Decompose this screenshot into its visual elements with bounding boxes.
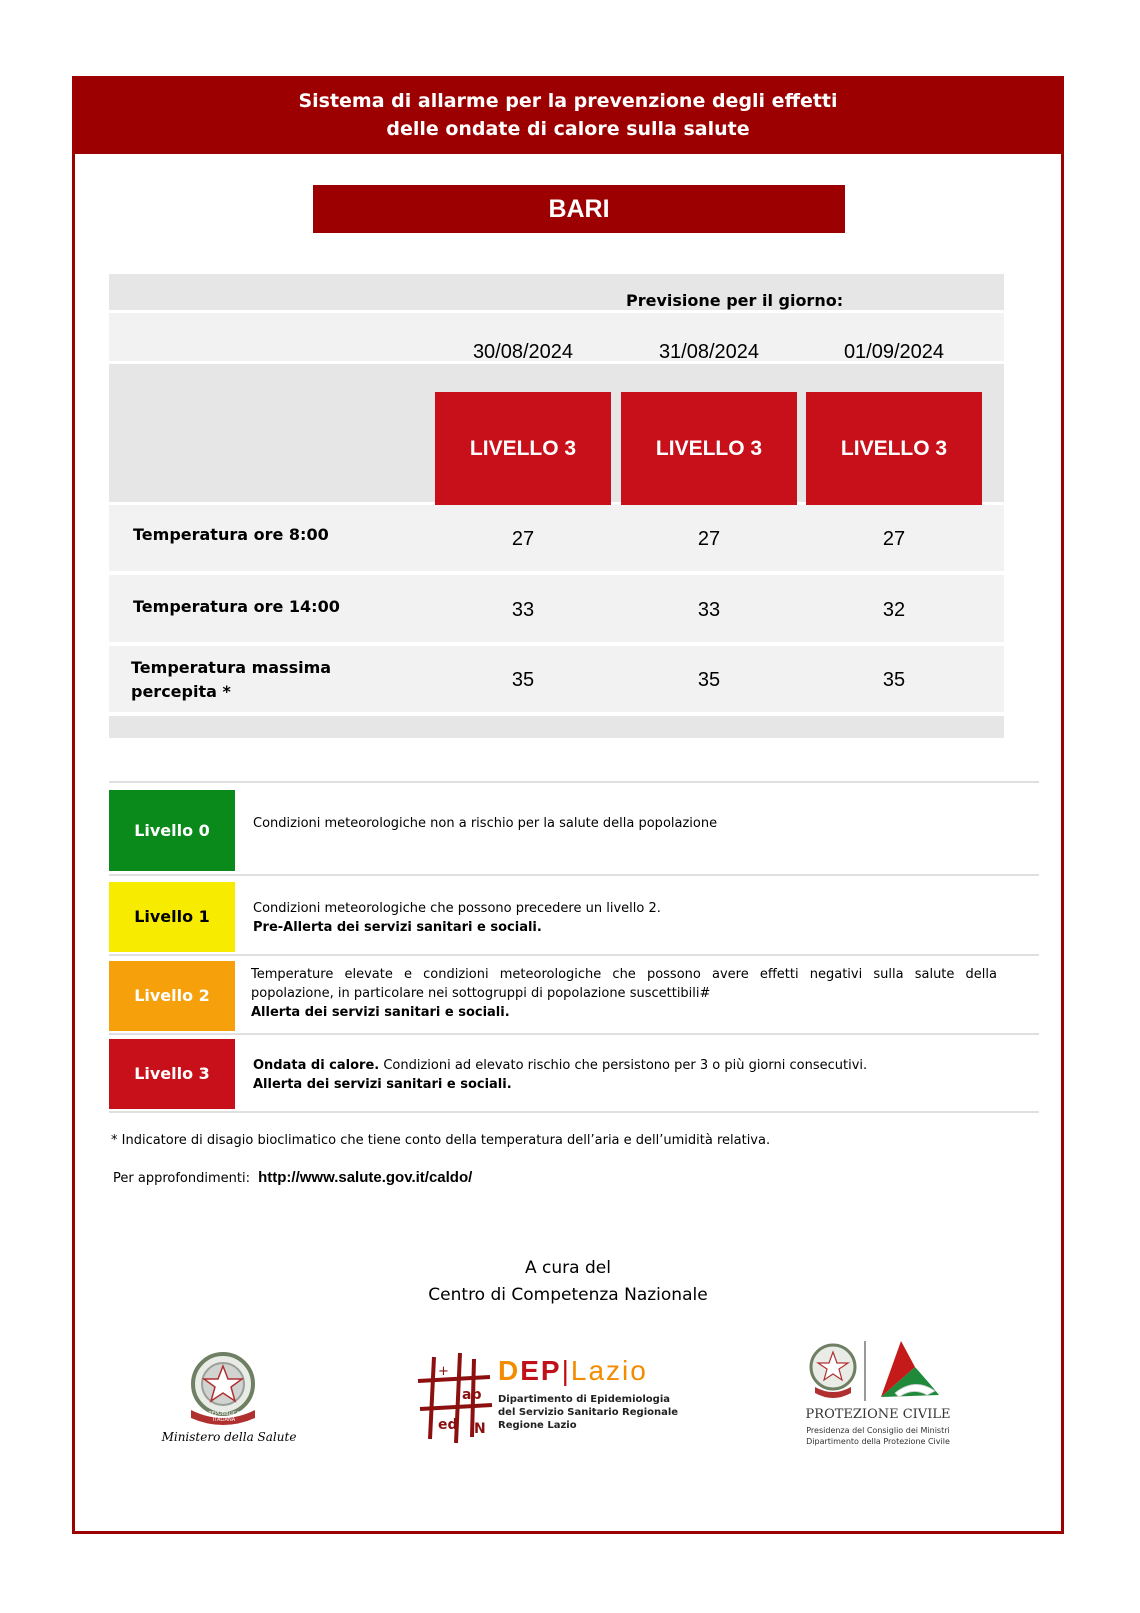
dep-line-2: del Servizio Sanitario Regionale <box>498 1407 679 1418</box>
legend-level-2-desc: Temperature elevate e condizioni meteorologiche che possono avere effetti negativi sulla salute della popolazione, in particolare nei sottogruppi di popolazione suscettibili# <box>251 967 997 1001</box>
forecast-footer-band <box>109 716 1004 738</box>
ministero-caption: Ministero della Salute <box>161 1430 297 1444</box>
svg-text:ed: ed <box>438 1417 458 1433</box>
legend-level-3-alert: Allerta dei servizi sanitari e sociali. <box>253 1077 512 1092</box>
footnote: * Indicatore di disagio bioclimatico che tiene conto della temperatura dell’aria e dell’umidità relativa. <box>111 1133 771 1148</box>
legend-level-0-box: Livello 0 <box>109 790 235 871</box>
tmax-day-2: 35 <box>697 669 721 691</box>
t14-day-2: 33 <box>697 599 721 621</box>
t14-day-1: 33 <box>511 599 535 621</box>
cura-line-1: A cura del <box>525 1258 611 1278</box>
svg-text:ab: ab <box>462 1387 482 1403</box>
row-label-t8: Temperatura ore 8:00 <box>133 525 329 544</box>
date-day-3: 01/09/2024 <box>843 341 945 363</box>
legend-divider <box>109 874 1039 876</box>
row-label-tmax <box>131 656 331 704</box>
level-box-day-1: LIVELLO 3 <box>435 392 611 505</box>
legend-divider <box>109 1111 1039 1113</box>
header-line-2: delle ondate di calore sulla salute <box>386 118 750 140</box>
legend-level-0-text <box>253 814 1039 833</box>
date-day-2: 31/08/2024 <box>658 341 760 363</box>
dep-mark-icon <box>412 1347 498 1447</box>
dep-line-3: Regione Lazio <box>498 1420 577 1431</box>
cura-line-2: Centro di Competenza Nazionale <box>428 1285 708 1305</box>
page-header <box>75 79 1061 154</box>
legend-level-3-text <box>253 1056 1039 1094</box>
protezione-line-2: Dipartimento della Protezione Civile <box>806 1437 950 1446</box>
tmax-day-1: 35 <box>511 669 535 691</box>
legend-level-2-alert: Allerta dei servizi sanitari e sociali. <box>251 1005 510 1020</box>
dep-wordmark-ep: EP <box>520 1355 562 1386</box>
ministero-logo <box>161 1344 297 1454</box>
t8-day-2: 27 <box>697 528 721 550</box>
protezione-civile-logo <box>803 1337 963 1457</box>
dep-wordmark-lazio: Lazio <box>570 1355 648 1386</box>
legend-level-1-alert: Pre-Allerta dei servizi sanitari e sociali. <box>253 920 542 935</box>
protezione-subtitle <box>803 1425 953 1447</box>
protezione-line-1: Presidenza del Consiglio dei Ministri <box>806 1426 950 1435</box>
cura-block <box>75 1255 1061 1309</box>
legend-level-3-desc: Condizioni ad elevato rischio che persistono per 3 o più giorni consecutivi. <box>379 1058 868 1073</box>
tmax-day-3: 35 <box>882 669 906 691</box>
more-info-link[interactable]: http://www.salute.gov.it/caldo/ <box>258 1169 473 1186</box>
legend-level-1-desc: Condizioni meteorologiche che possono precedere un livello 2. <box>253 901 661 916</box>
legend-level-0-desc: Condizioni meteorologiche non a rischio per la salute della popolazione <box>253 816 718 831</box>
row-label-t14: Temperatura ore 14:00 <box>133 597 340 616</box>
dep-line-1: Dipartimento di Epidemiologia <box>498 1394 671 1405</box>
more-info-label: Per approfondimenti: <box>113 1171 250 1186</box>
legend-level-1-text <box>253 899 1039 937</box>
legend-divider <box>109 781 1039 783</box>
svg-text:N: N <box>474 1421 486 1437</box>
level-box-day-3: LIVELLO 3 <box>806 392 982 505</box>
t8-day-1: 27 <box>511 528 535 550</box>
dep-lazio-logo <box>412 1347 682 1447</box>
t8-day-3: 27 <box>882 528 906 550</box>
row-label-tmax-line2: percepita * <box>131 682 231 701</box>
ministero-banner: REPUBBLICA ITALIANA <box>208 1411 240 1423</box>
svg-text:+: + <box>438 1364 449 1379</box>
legend-level-2-box: Livello 2 <box>109 961 235 1031</box>
forecast-header-band <box>109 274 1004 310</box>
protezione-title: PROTEZIONE CIVILE <box>805 1407 951 1422</box>
legend-level-1-box: Livello 1 <box>109 882 235 952</box>
legend-level-2-text <box>251 965 997 1022</box>
protezione-emblem-icon <box>803 1337 963 1405</box>
dep-wordmark: DEP|Lazio <box>498 1355 648 1386</box>
legend-level-3-box: Livello 3 <box>109 1039 235 1109</box>
bulletin-frame <box>72 76 1064 1534</box>
legend-divider <box>109 1033 1039 1035</box>
t14-day-3: 32 <box>882 599 906 621</box>
dep-wordmark-d: D <box>498 1355 521 1386</box>
forecast-label: Previsione per il giorno: <box>626 291 844 310</box>
more-info <box>113 1169 472 1186</box>
row-label-tmax-line1: Temperatura massima <box>131 658 332 677</box>
legend-divider <box>109 954 1039 956</box>
header-line-1: Sistema di allarme per la prevenzione degli effetti <box>298 90 838 112</box>
city-title: BARI <box>313 185 845 233</box>
level-box-day-2: LIVELLO 3 <box>621 392 797 505</box>
dep-description <box>498 1393 678 1432</box>
legend-level-3-lead: Ondata di calore. <box>253 1058 380 1073</box>
date-day-1: 30/08/2024 <box>472 341 574 363</box>
